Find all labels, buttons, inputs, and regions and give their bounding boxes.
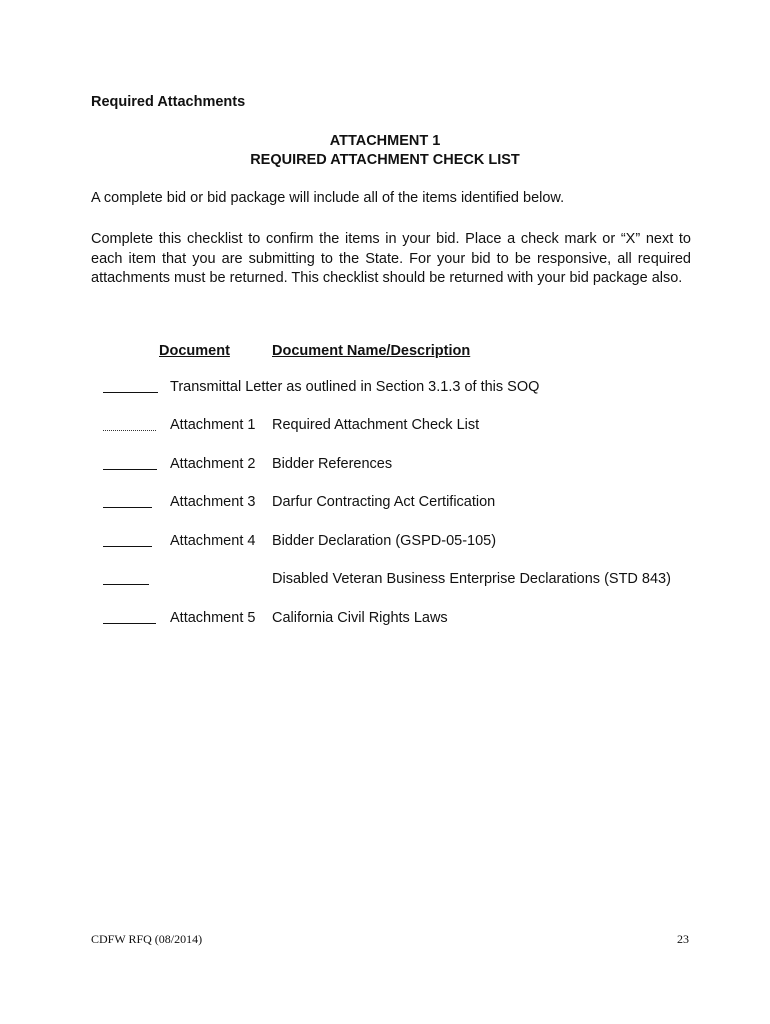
- row-document: Attachment 4: [170, 533, 256, 549]
- footer-document-id: CDFW RFQ (08/2014): [91, 932, 203, 946]
- column-header-document: Document: [159, 343, 230, 359]
- row-document: Attachment 1: [170, 417, 256, 433]
- checklist-row: [0, 571, 770, 593]
- checkmark-blank[interactable]: [103, 623, 156, 624]
- checkmark-blank[interactable]: [103, 430, 156, 431]
- checklist-row: [0, 379, 770, 401]
- column-header-description: Document Name/Description: [272, 343, 471, 359]
- row-description: Transmittal Letter as outlined in Section 3.1.3 of this SOQ: [170, 379, 540, 395]
- row-description: California Civil Rights Laws: [272, 610, 448, 626]
- row-description: Bidder References: [272, 456, 393, 472]
- row-description: Darfur Contracting Act Certification: [272, 494, 496, 510]
- row-description: Bidder Declaration (GSPD-05-105): [272, 533, 497, 549]
- row-description: Required Attachment Check List: [272, 417, 480, 433]
- row-description: Disabled Veteran Business Enterprise Declarations (STD 843): [272, 571, 671, 587]
- checklist-row: [0, 494, 770, 516]
- checklist-row: [0, 417, 770, 439]
- checklist-row: [0, 533, 770, 555]
- attachment-title: ATTACHMENT 1: [329, 133, 441, 149]
- row-document: Attachment 5: [170, 610, 256, 626]
- intro-paragraph: A complete bid or bid package will include all of the items identified below.: [91, 190, 565, 206]
- row-document: Attachment 3: [170, 494, 256, 510]
- section-heading: Required Attachments: [91, 94, 246, 110]
- checkmark-blank[interactable]: [103, 507, 152, 508]
- checkmark-blank[interactable]: [103, 469, 157, 470]
- row-document: Attachment 2: [170, 456, 256, 472]
- checkmark-blank[interactable]: [103, 546, 152, 547]
- instructions-paragraph: Complete this checklist to confirm the items in your bid. Place a check mark or “X” next to each item that you are submitting to the State. For your bid to be responsive, all required attachments must be returned. This checklist should be returned with your bid package also.: [91, 231, 691, 286]
- footer-page-number: 23: [677, 932, 689, 946]
- checklist-row: [0, 456, 770, 478]
- checkmark-blank[interactable]: [103, 392, 158, 393]
- checklist-row: [0, 610, 770, 632]
- attachment-subtitle: REQUIRED ATTACHMENT CHECK LIST: [250, 152, 520, 168]
- checkmark-blank[interactable]: [103, 584, 149, 585]
